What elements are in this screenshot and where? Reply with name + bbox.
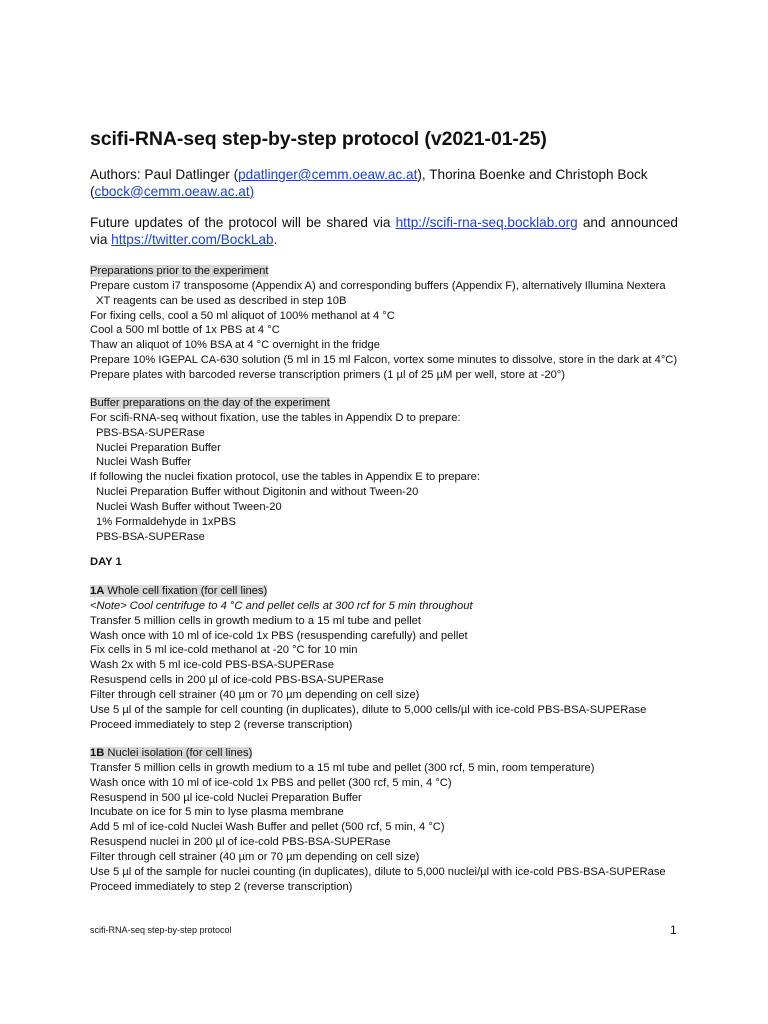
buffer-line: If following the nuclei fixation protocol, use the tables in Appendix E to prepare: [90,471,480,484]
buffer-line: Nuclei Wash Buffer [96,456,192,469]
updates-text: Future updates of the protocol will be shared via [90,215,396,230]
buffer-line: Nuclei Preparation Buffer without Digitonin and without Tween-20 [96,486,419,499]
twitter-link[interactable]: https://twitter.com/BockLab [111,231,274,247]
buffer-line: Nuclei Wash Buffer without Tween-20 [96,500,282,513]
prep-line: For fixing cells, cool a 50 ml aliquot of 100% methanol at 4 °C [90,309,395,322]
step-line: Proceed immediately to step 2 (reverse transcription) [90,718,353,731]
buffer-line: For scifi-RNA-seq without fixation, use the tables in Appendix D to prepare: [90,411,461,424]
step-line: Resuspend nuclei in 200 µl of ice-cold PBS-BSA-SUPERase [90,836,391,849]
buffer-line: Nuclei Preparation Buffer [96,441,221,454]
website-link[interactable]: http://scifi-rna-seq.bocklab.org [395,215,578,230]
authors-paragraph [90,167,678,200]
prep-line: Cool a 500 ml bottle of 1x PBS at 4 °C [90,324,280,337]
preparations-heading: Preparations prior to the experiment [90,265,269,277]
authors-text-middle: ), Thorina Boenke and Christoph Bock ( [90,167,648,199]
buffer-line: 1% Formaldehyde in 1xPBS [96,515,236,528]
document-title: scifi-RNA-seq step-by-step protocol (v2021-01-25) [90,128,547,150]
step-line: Use 5 µl of the sample for nuclei counting (in duplicates), dilute to 5,000 nuclei/µl with ice-cold PBS-BSA-SUPERase [90,865,666,878]
step-line: Use 5 µl of the sample for cell counting (in duplicates), dilute to 5,000 cells/µl with ice-cold PBS-BSA-SUPERase [90,703,647,716]
step-line: Filter through cell strainer (40 µm or 70 µm depending on cell size) [90,688,420,701]
email-link-cbock[interactable]: cbock@cemm.oeaw.ac.at) [94,183,255,199]
updates-paragraph [90,215,678,248]
buffer-line: PBS-BSA-SUPERase [96,426,205,439]
prep-line: Prepare custom i7 transposome (Appendix A) and corresponding buffers (Appendix F), alternatively Illumina Nextera [90,279,666,292]
step-line: Proceed immediately to step 2 (reverse transcription) [90,880,353,893]
step-line: Transfer 5 million cells in growth medium to a 15 ml tube and pellet (300 rcf, 5 min, room temperature) [90,761,595,774]
buffers-section [90,396,690,544]
prep-line: XT reagents can be used as described in step 10B [96,294,347,307]
step-line: Add 5 ml of ice-cold Nuclei Wash Buffer and pellet (500 rcf, 5 min, 4 °C) [90,821,445,834]
step-line: Wash once with 10 ml of ice-cold 1x PBS (resuspending carefully) and pellet [90,629,468,642]
section-1b-number: 1B [90,747,105,759]
step-line: Wash 2x with 5 ml ice-cold PBS-BSA-SUPERase [90,659,334,672]
section-1a-note: <Note> Cool centrifuge to 4 °C and pellet cells at 300 rcf for 5 min throughout [90,599,473,612]
prep-line: Thaw an aliquot of 10% BSA at 4 °C overnight in the fridge [90,339,380,352]
section-1b-heading: Nuclei isolation (for cell lines) [104,747,253,759]
step-line: Filter through cell strainer (40 µm or 70 µm depending on cell size) [90,850,420,863]
day-heading: DAY 1 [90,556,122,568]
prep-line: Prepare 10% IGEPAL CA-630 solution (5 ml in 15 ml Falcon, vortex some minutes to dissolve, store in the dark at 4°C) [90,354,678,367]
updates-text-2: and announced via [90,215,678,247]
section-1a [90,584,690,732]
buffers-heading: Buffer preparations on the day of the experiment [90,397,330,409]
section-1a-number: 1A [90,585,105,597]
preparations-section [90,264,690,383]
page-number: 1 [670,923,677,937]
section-1a-heading: Whole cell fixation (for cell lines) [104,585,268,597]
step-line: Resuspend cells in 200 µl of ice-cold PBS-BSA-SUPERase [90,674,384,687]
prep-line: Prepare plates with barcoded reverse transcription primers (1 µl of 25 µM per well, store at -20°) [90,368,566,381]
step-line: Incubate on ice for 5 min to lyse plasma membrane [90,806,344,819]
step-line: Wash once with 10 ml of ice-cold 1x PBS and pellet (300 rcf, 5 min, 4 °C) [90,776,452,789]
authors-text: Authors: Paul Datlinger ( [90,167,239,182]
step-line: Fix cells in 5 ml ice-cold methanol at -20 °C for 10 min [90,644,358,657]
email-link-pdatlinger[interactable]: pdatlinger@cemm.oeaw.ac.at [238,167,418,182]
step-line: Transfer 5 million cells in growth medium to a 15 ml tube and pellet [90,614,422,627]
footer-title: scifi-RNA-seq step-by-step protocol [90,925,232,935]
step-line: Resuspend in 500 µl ice-cold Nuclei Preparation Buffer [90,791,362,804]
section-1b [90,746,690,894]
updates-text-3: . [273,231,278,247]
buffer-line: PBS-BSA-SUPERase [96,530,205,543]
